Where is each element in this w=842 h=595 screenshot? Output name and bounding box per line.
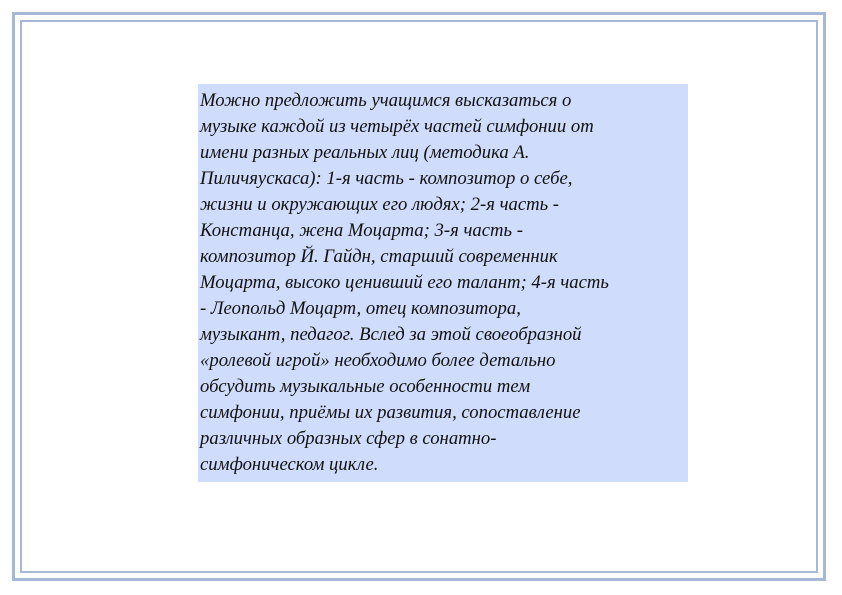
text-box: [198, 84, 688, 482]
body-paragraph: Можно предложить учащимся высказаться о музыке каждой из четырёх частей симфонии от имени разных реальных лиц (методика А. Пиличяускаса): 1-я часть - композитор о себе, жизни и окружающих его людях; 2-я часть - Констанца, жена Моцарта; 3-я часть - композитор Й. Гайдн, старший современник Моцарта, высоко ценивший его талант; 4-я часть - Леопольд Моцарт, отец композитора, музыкант, педагог. Вслед за этой своеобразной «ролевой игрой» необходимо более детально обсудить музыкальные особенности тем симфонии, приёмы их развития, сопоставление различных образных сфер в сонатно- симфоническом цикле.: [200, 90, 609, 475]
